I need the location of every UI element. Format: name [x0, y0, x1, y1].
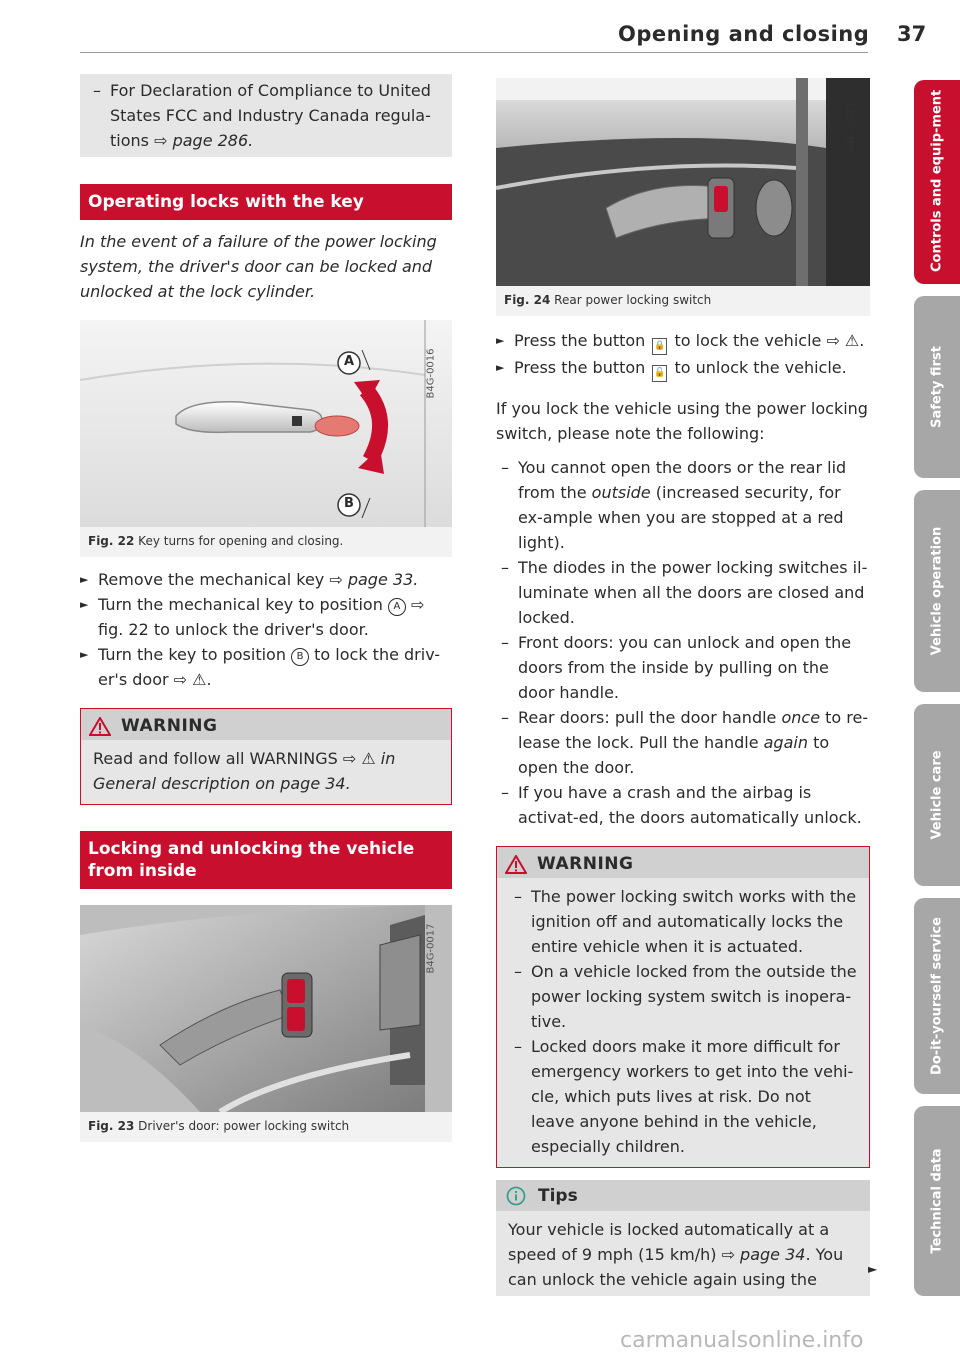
figure-22-code: B4G-0016 — [425, 348, 437, 399]
warning-triangle-icon — [89, 717, 111, 736]
fcc-note-ref-link[interactable]: ⇨ page 286. — [154, 131, 254, 150]
warning-item: – Locked doors make it more difficult for emergency workers to get into the vehi-cle, which puts lives at risk. Do not leave anyone behind in the vehicle, especially children. — [509, 1034, 859, 1159]
warning-ref-link[interactable]: in General description on page 34. — [93, 749, 396, 793]
step-item: ► Turn the key to position B to lock the driv-er's door ⇨ ⚠. — [80, 642, 452, 692]
warning-title: WARNING — [537, 854, 634, 874]
warning-box-right — [496, 846, 870, 1168]
figure-24-number: Fig. 24 — [504, 293, 551, 307]
figure-22-number: Fig. 22 — [88, 534, 135, 548]
page-ref-link[interactable]: ⇨ page 33. — [329, 570, 419, 589]
tips-body: Your vehicle is locked automatically at a speed of 9 mph (15 km/h) ⇨ page 34. You can unlock the vehicle again using the — [496, 1211, 870, 1296]
figure-23-caption-box — [80, 1112, 452, 1142]
warning-header — [81, 709, 451, 740]
fcc-note-text: For Declaration of Compliance to United States FCC and Industry Canada regula-tions — [110, 81, 431, 150]
step-item: ► Press the button 🔓 to unlock the vehicle. — [496, 355, 870, 382]
running-header-title: Opening and closing — [618, 22, 870, 46]
list-item: – Rear doors: pull the door handle once to re-lease the lock. Pull the handle again to open the door. — [496, 705, 870, 780]
figure-24-code: B4G-0273 — [845, 102, 857, 153]
figure-23-code: B4G-0017 — [425, 923, 437, 974]
driver-door-switch-illustration — [80, 905, 452, 1112]
tips-box — [496, 1180, 870, 1296]
position-a-marker: A — [388, 598, 406, 616]
warning-item: – The power locking switch works with the ignition off and automatically locks the entire vehicle when it is actuated. — [509, 884, 859, 959]
lock-button-icon: 🔒 — [652, 338, 667, 355]
figure-23-caption: Driver's door: power locking switch — [138, 1119, 350, 1133]
info-icon — [506, 1186, 526, 1206]
side-tab-controls[interactable]: Controls and equip-ment — [914, 80, 960, 284]
side-tab-diy-service[interactable]: Do-it-yourself service — [914, 898, 960, 1094]
warning-item: – On a vehicle locked from the outside the power locking system switch is inopera-tive. — [509, 959, 859, 1034]
side-tab-vehicle-care[interactable]: Vehicle care — [914, 704, 960, 886]
figure-23 — [80, 905, 452, 1112]
warning-box-left — [80, 708, 452, 805]
step-item: ► Turn the mechanical key to position A ⇨ fig. 22 to unlock the driver's door. — [80, 592, 452, 642]
step-item: ► Remove the mechanical key ⇨ page 33. — [80, 567, 452, 592]
header-rule — [80, 52, 868, 53]
warning-title: WARNING — [121, 716, 218, 736]
section-intro: In the event of a failure of the power locking system, the driver's door can be locked and unlocked at the lock cylinder. — [80, 232, 437, 301]
step-list-key — [80, 567, 452, 692]
warning-header — [497, 847, 869, 878]
unlock-button-icon: 🔓 — [652, 365, 667, 382]
list-item: – You cannot open the doors or the rear lid from the outside (increased security, for ex-ample when you are stopped at a red light). — [496, 455, 870, 555]
side-tab-vehicle-operation[interactable]: Vehicle operation — [914, 490, 960, 692]
fcc-note — [88, 78, 444, 153]
warning-body: Read and follow all WARNINGS ⇨ ⚠ in General description on page 34. — [81, 740, 451, 804]
tips-title: Tips — [538, 1186, 578, 1206]
key-turn-illustration — [80, 320, 452, 527]
fcc-note-box — [80, 74, 452, 157]
figure-24 — [496, 78, 870, 286]
continued-arrow-icon: ► — [868, 1262, 878, 1276]
figure-22-caption: Key turns for opening and closing. — [138, 534, 344, 548]
figure-23-number: Fig. 23 — [88, 1119, 135, 1133]
note-list — [496, 455, 870, 830]
list-item: – If you have a crash and the airbag is activat-ed, the doors automatically unlock. — [496, 780, 870, 830]
right-column — [496, 78, 870, 1296]
section-heading-locks-key: Operating locks with the key — [80, 184, 452, 220]
step-list-button — [496, 328, 870, 382]
position-b-marker: B — [291, 648, 309, 666]
tips-header — [496, 1180, 870, 1211]
left-column — [80, 74, 452, 1142]
figure-24-caption-box — [496, 286, 870, 316]
rear-switch-illustration — [496, 78, 870, 286]
power-locking-intro: If you lock the vehicle using the power locking switch, please note the following: — [496, 399, 868, 443]
figure-22-label-b: B — [344, 496, 354, 511]
page-number: 37 — [897, 22, 927, 46]
list-item: – Front doors: you can unlock and open the doors from the inside by pulling on the door handle. — [496, 630, 870, 705]
figure-24-caption: Rear power locking switch — [554, 293, 712, 307]
side-tab-safety[interactable]: Safety first — [914, 296, 960, 478]
figure-22 — [80, 320, 452, 527]
watermark: carmanualsonline.info — [620, 1328, 864, 1353]
section-heading-lock-inside: Locking and unlocking the vehicle from inside — [80, 831, 452, 889]
warning-body — [497, 878, 869, 1167]
tips-ref-link[interactable]: ⇨ page 34 — [721, 1245, 806, 1264]
figure-22-label-a: A — [343, 354, 355, 369]
list-item: – The diodes in the power locking switches il-luminate when all the doors are closed and locked. — [496, 555, 870, 630]
side-tab-technical-data[interactable]: Technical data — [914, 1106, 960, 1296]
figure-22-caption-box — [80, 527, 452, 557]
warning-triangle-icon — [505, 855, 527, 874]
step-item: ► Press the button 🔒 to lock the vehicle ⇨ ⚠. — [496, 328, 870, 355]
